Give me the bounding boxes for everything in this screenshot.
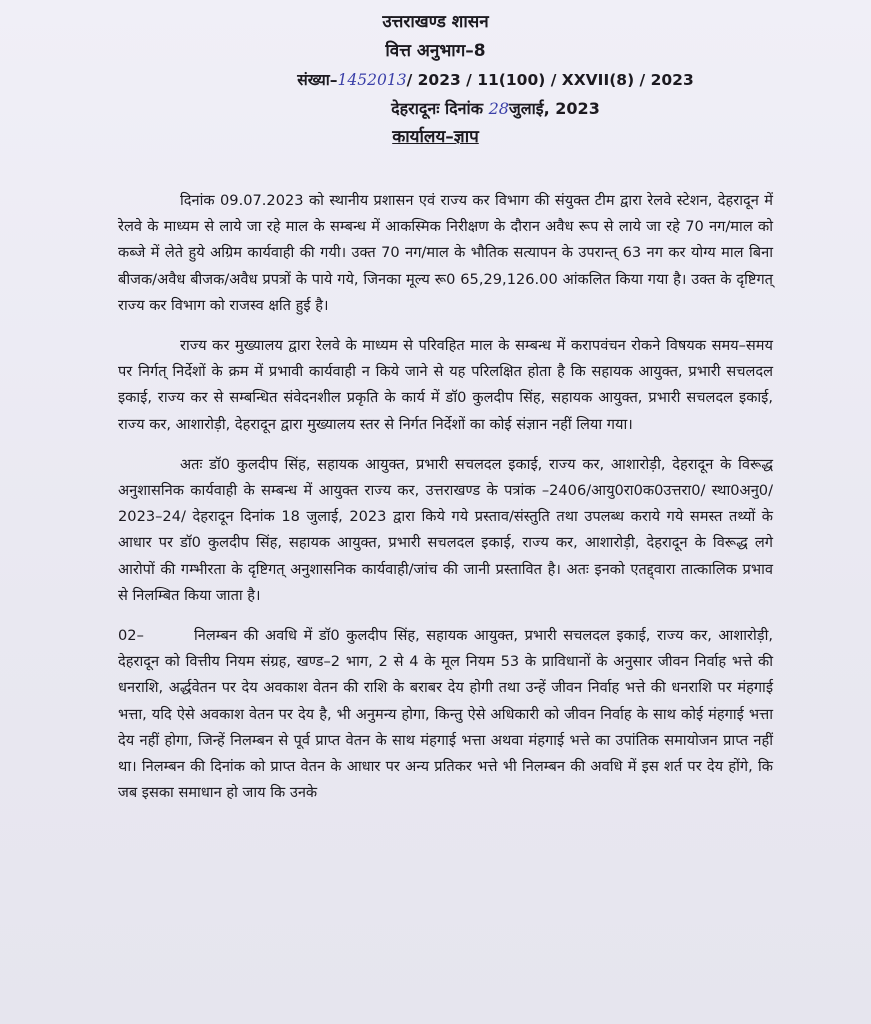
letter-header: [0, 8, 871, 123]
paragraph-number: 02–: [118, 627, 144, 645]
letter-date: [0, 95, 871, 123]
paragraph-2: राज्य कर मुख्यालय द्वारा रेलवे के माध्यम से परिवहित माल के सम्बन्ध में करापवंचन रोकने विषयक समय–समय पर निर्गत् निर्देशों के क्रम में प्रभावी कार्यवाही न किये जाने से यह परिलक्षित होता है कि सहायक आयुक्त, प्रभारी सचलदल इकाई, राज्य कर से सम्बन्धित संवेदनशील प्रकृति के कार्य में डॉ0 कुलदीप सिंह, सहायक आयुक्त, प्रभारी सचलदल इकाई, राज्य कर, आशारोड़ी, देहरादून द्वारा मुख्यालय स्तर से निर्गत निर्देशों का कोई संज्ञान नहीं लिया गया।: [118, 337, 773, 433]
document-body: [118, 188, 773, 820]
date-prefix: देहरादूनः दिनांक: [391, 99, 483, 118]
paragraph-02: [118, 623, 773, 806]
reference-number: [0, 66, 871, 95]
date-rest: जुलाई, 2023: [508, 99, 600, 118]
government-name: उत्तराखण्ड शासन: [382, 12, 489, 32]
department-section: वित्त अनुभाग–8: [385, 41, 486, 61]
paragraph-02-text: निलम्बन की अवधि में डॉ0 कुलदीप सिंह, सहायक आयुक्त, प्रभारी सचलदल इकाई, राज्य कर, आशारोड़ी, देहरादून को वित्तीय नियम संग्रह, खण्ड–2 भाग, 2 से 4 के मूल नियम 53 के प्राविधानों के अनुसार जीवन निर्वाह भत्ते की धनराशि, अर्द्धवेतन पर देय अवकाश वेतन की राशि के बराबर देय होगी तथा उन्हें जीवन निर्वाह भत्ते की धनराशि पर मंहगाई भत्ता, यदि ऐसे अवकाश वेतन पर देय है, भी अनुमन्य होगा, किन्तु ऐसे अधिकारी को जीवन निर्वाह के साथ कोई मंहगाई भत्ता देय नहीं होगा, जिन्हें निलम्बन से पूर्व प्राप्त वेतन के साथ मंहगाई भत्ता अथवा मंहगाई भत्ते का उपांतिक समायोजन प्राप्त नहीं था। निलम्बन की दिनांक को प्राप्त वेतन के आधार पर अन्य प्रतिकर भत्ते भी निलम्बन की अवधि में इस शर्त पर देय होंगे, कि जब इसका समाधान हो जाय कि उनके: [118, 627, 773, 802]
paragraph-3: अतः डॉ0 कुलदीप सिंह, सहायक आयुक्त, प्रभारी सचलदल इकाई, राज्य कर, आशारोड़ी, देहरादून के विरूद्ध अनुशासनिक कार्यवाही के सम्बन्ध में आयुक्त राज्य कर, उत्तराखण्ड के पत्रांक –2406/आयु0रा0क0उत्तरा0/ स्था0अनु0/ 2023–24/ देहरादून दिनांक 18 जुलाई, 2023 द्वारा किये गये प्रस्ताव/संस्तुति तथा उपलब्ध कराये गये समस्त तथ्यों के आधार पर डॉ0 कुलदीप सिंह, सहायक आयुक्त, प्रभारी सचलदल इकाई, राज्य कर, आशारोड़ी, देहरादून के विरूद्ध लगे आरोपों की गम्भीरता के दृष्टिगत् अनुशासनिक कार्यवाही/जांच की जानी प्रस्तावित है। अतः इनको एतद्द्वारा तात्कालिक प्रभाव से निलम्बित किया जाता है।: [118, 455, 773, 604]
reference-prefix: संख्या–: [297, 71, 338, 89]
document-title: [0, 124, 871, 147]
date-handwritten: 28: [488, 99, 509, 118]
reference-handwritten: 1452013: [337, 71, 407, 89]
paragraph-1: दिनांक 09.07.2023 को स्थानीय प्रशासन एवं राज्य कर विभाग की संयुक्त टीम द्वारा रेलवे स्टेशन, देहरादून में रेलवे के माध्यम से लाये जा रहे माल के सम्बन्ध में आकस्मिक निरीक्षण के दौरान अवैध रूप से लाये जा रहे 70 नग/माल को कब्जे में लेते हुये अग्रिम कार्यवाही की गयी। उक्त 70 नग/माल के भौतिक सत्यापन के उपरान्त् 63 नग कर योग्य माल बिना बीजक/अवैध बीजक/अवैध प्रपत्रों के पाये गये, जिनका मूल्य रू0 65,29,126.00 आंकलित किया गया है। उक्त के दृष्टिगत् राज्य कर विभाग को राजस्व क्षति हुई है।: [118, 192, 774, 314]
reference-rest: / 2023 / 11(100) / XXVII(8) / 2023: [406, 71, 694, 89]
office-memo-heading: कार्यालय–ज्ञाप: [392, 127, 479, 147]
